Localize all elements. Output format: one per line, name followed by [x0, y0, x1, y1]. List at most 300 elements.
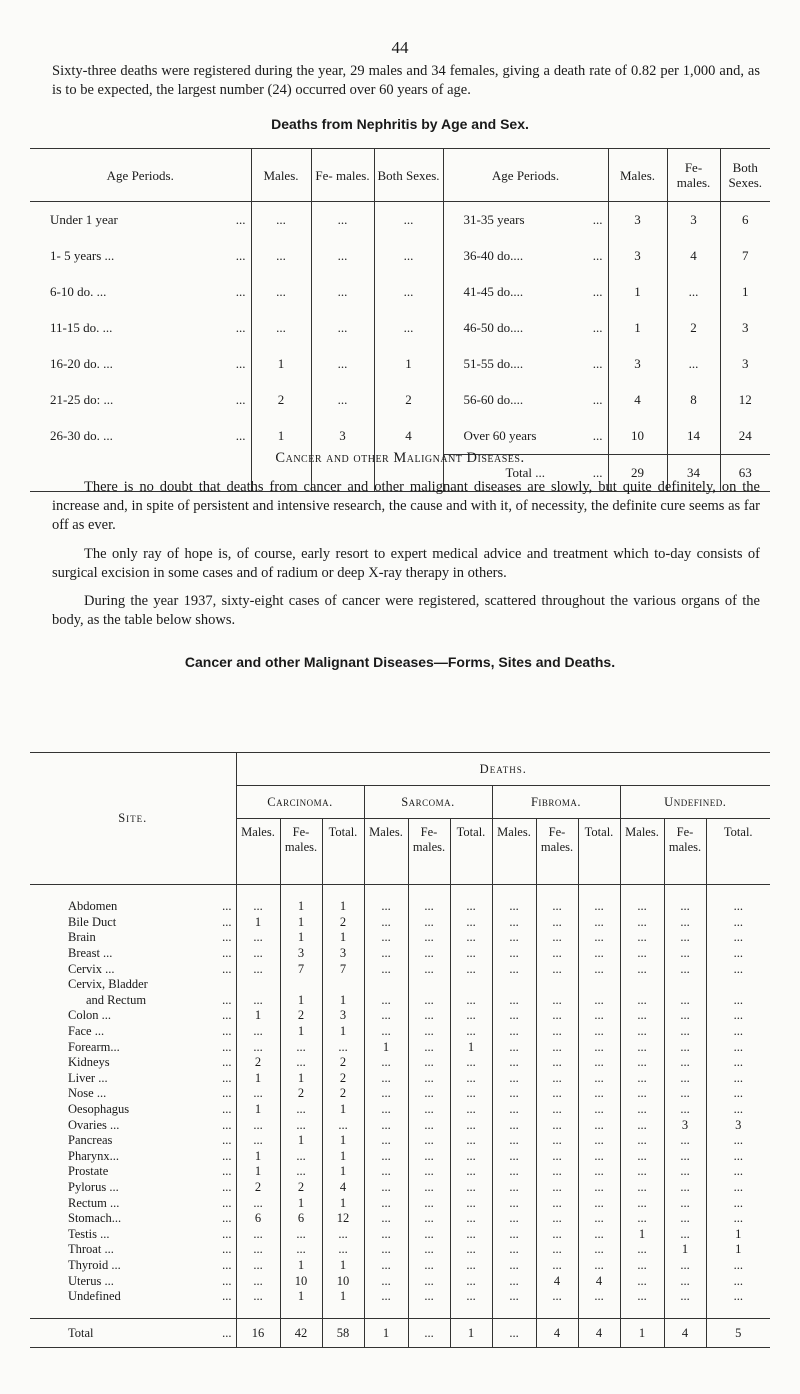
value-cell: ...	[408, 1226, 450, 1242]
value-cell: ...	[251, 310, 311, 346]
subheader-females: Fe- males.	[664, 819, 706, 885]
site-label: Brain	[68, 930, 96, 945]
value-cell: ...	[664, 1102, 706, 1118]
value-cell: 1	[620, 1226, 664, 1242]
site-label: Kidneys	[68, 1055, 110, 1070]
value-cell: ...	[251, 202, 311, 239]
site-label: Bile Duct	[68, 914, 117, 929]
value-cell: ...	[536, 1039, 578, 1055]
value-cell: 1	[322, 930, 364, 946]
value-cell: ...	[364, 946, 408, 962]
page-number: 44	[391, 38, 409, 57]
leader-dots: ...	[592, 248, 603, 263]
value-cell: 1	[706, 1242, 770, 1258]
value-cell: 2	[236, 1055, 280, 1071]
value-cell: ...	[280, 1039, 322, 1055]
value-cell: ...	[408, 1086, 450, 1102]
cancer-paragraph-3: During the year 1937, sixty-eight cases of cancer were registered, scattered throughout the various organs of the body, as the table below shows.	[52, 593, 760, 628]
value-cell: ...	[706, 1258, 770, 1274]
value-cell: ...	[450, 1180, 492, 1196]
site-label: Stomach...	[68, 1211, 122, 1226]
value-cell: 1	[322, 1164, 364, 1180]
value-cell: 1	[322, 1289, 364, 1305]
leader-dots: ...	[222, 899, 232, 914]
value-cell: 24	[720, 418, 770, 455]
value-cell: ...	[408, 1024, 450, 1040]
site-cell	[30, 1289, 236, 1305]
value-cell: ...	[706, 1289, 770, 1305]
site-label: Prostate	[68, 1164, 109, 1179]
table-row	[30, 238, 770, 274]
value-cell: ...	[408, 1273, 450, 1289]
value-cell: ...	[450, 930, 492, 946]
leader-dots: ...	[222, 1257, 232, 1272]
value-cell: ...	[408, 1039, 450, 1055]
table-row	[30, 930, 770, 946]
value-cell: ...	[536, 1211, 578, 1227]
empty-cell	[706, 885, 770, 900]
value-cell: ...	[706, 1024, 770, 1040]
subheader-males: Males.	[364, 819, 408, 885]
value-cell: 1	[450, 1039, 492, 1055]
site-cell	[30, 1055, 236, 1071]
table-row	[30, 946, 770, 962]
leader-dots: ...	[222, 1195, 232, 1210]
value-cell: ...	[664, 1008, 706, 1024]
value-cell: ...	[450, 1164, 492, 1180]
value-cell: ...	[706, 930, 770, 946]
value-cell: ...	[664, 1211, 706, 1227]
row-label: Over 60 years	[463, 428, 537, 443]
age-period-cell	[30, 310, 251, 346]
value-cell: ...	[664, 993, 706, 1009]
value-cell: 6	[280, 1211, 322, 1227]
value-cell: ...	[664, 1289, 706, 1305]
value-cell: ...	[578, 1289, 620, 1305]
value-cell: ...	[492, 1055, 536, 1071]
empty-cell	[664, 885, 706, 900]
value-cell: ...	[450, 1149, 492, 1165]
value-cell	[492, 977, 536, 993]
value-cell: 10	[608, 418, 667, 455]
value-cell: ...	[408, 1195, 450, 1211]
site-label: Breast ...	[68, 946, 113, 961]
value-cell: ...	[450, 1273, 492, 1289]
value-cell: ...	[450, 1086, 492, 1102]
value-cell: 1	[236, 1149, 280, 1165]
value-cell: ...	[492, 1086, 536, 1102]
value-cell: ...	[578, 1149, 620, 1165]
site-cell	[30, 993, 236, 1009]
value-cell: ...	[706, 1273, 770, 1289]
empty-cell	[30, 885, 236, 900]
header-site: Site.	[30, 753, 236, 885]
value-cell: 1	[720, 274, 770, 310]
value-cell	[408, 977, 450, 993]
empty-cell	[536, 885, 578, 900]
value-cell: ...	[492, 1071, 536, 1087]
site-label: Colon ...	[68, 1008, 112, 1023]
subheader-females: Fe- males.	[280, 819, 322, 885]
cancer-section-heading: Cancer and other Malignant Diseases.	[275, 450, 525, 466]
age-period-cell	[443, 382, 608, 418]
table-row	[30, 915, 770, 931]
value-cell: ...	[620, 1055, 664, 1071]
value-cell: 3	[280, 946, 322, 962]
table-row	[30, 202, 770, 239]
value-cell: 1	[322, 1024, 364, 1040]
empty-cell	[236, 885, 280, 900]
value-cell: ...	[664, 1195, 706, 1211]
value-cell: ...	[450, 1102, 492, 1118]
value-cell: ...	[492, 961, 536, 977]
value-cell: ...	[706, 1180, 770, 1196]
value-cell: 2	[280, 1086, 322, 1102]
site-cell	[30, 1211, 236, 1227]
table-row	[30, 310, 770, 346]
row-label: 6-10 do. ...	[50, 284, 107, 299]
value-cell: 1	[280, 993, 322, 1009]
value-cell: ...	[364, 1289, 408, 1305]
leader-dots: ...	[222, 1102, 232, 1117]
value-cell: ...	[620, 915, 664, 931]
value-cell: ...	[236, 1195, 280, 1211]
site-cell	[30, 915, 236, 931]
value-cell: 1	[322, 1195, 364, 1211]
value-cell: 2	[251, 382, 311, 418]
value-cell: ...	[536, 1071, 578, 1087]
value-cell: ...	[536, 930, 578, 946]
age-period-cell	[443, 310, 608, 346]
header-females: Fe- males.	[311, 149, 374, 202]
value-cell: ...	[578, 1164, 620, 1180]
header-females: Fe- males.	[667, 149, 720, 202]
value-cell: ...	[706, 946, 770, 962]
value-cell: 2	[374, 382, 443, 418]
table-row	[30, 1180, 770, 1196]
value-cell: 4	[322, 1180, 364, 1196]
value-cell: 1	[374, 346, 443, 382]
value-cell: ...	[620, 1180, 664, 1196]
value-cell: ...	[536, 946, 578, 962]
value-cell: ...	[536, 1226, 578, 1242]
value-cell: ...	[536, 1055, 578, 1071]
value-cell: ...	[408, 1071, 450, 1087]
value-cell: ...	[408, 1117, 450, 1133]
value-cell: ...	[236, 1133, 280, 1149]
value-cell: ...	[408, 1258, 450, 1274]
site-cell	[30, 1164, 236, 1180]
value-cell: ...	[620, 1039, 664, 1055]
leader-dots: ...	[222, 992, 232, 1007]
subheader-total: Total.	[322, 819, 364, 885]
value-cell: ...	[364, 993, 408, 1009]
table-row	[30, 1226, 770, 1242]
value-cell: ...	[620, 1258, 664, 1274]
value-cell: 2	[322, 1071, 364, 1087]
value-cell: 1	[236, 1102, 280, 1118]
value-cell: 14	[667, 418, 720, 455]
site-label: Pylorus ...	[68, 1179, 119, 1194]
value-cell: 7	[280, 961, 322, 977]
value-cell: ...	[364, 1024, 408, 1040]
value-cell	[578, 977, 620, 993]
value-cell: ...	[492, 1273, 536, 1289]
value-cell: 3	[608, 346, 667, 382]
table-row	[30, 993, 770, 1009]
site-cell	[30, 961, 236, 977]
header-age-periods: Age Periods.	[30, 149, 251, 202]
age-period-cell	[30, 202, 251, 239]
value-cell: ...	[492, 1149, 536, 1165]
site-cell	[30, 1149, 236, 1165]
value-cell: 63	[720, 455, 770, 492]
site-label: Abdomen	[68, 899, 118, 914]
empty-cell	[322, 1304, 364, 1319]
value-cell: ...	[667, 346, 720, 382]
site-label: Cervix ...	[68, 961, 115, 976]
age-period-cell	[30, 346, 251, 382]
table-row	[30, 274, 770, 310]
value-cell: ...	[620, 1211, 664, 1227]
site-cell	[30, 1133, 236, 1149]
leader-dots: ...	[222, 1179, 232, 1194]
value-cell: ...	[408, 961, 450, 977]
value-cell: 1	[322, 1102, 364, 1118]
row-label: 16-20 do. ...	[50, 356, 113, 371]
row-label: Under 1 year	[50, 212, 118, 227]
table-row	[30, 1289, 770, 1305]
age-period-cell	[30, 238, 251, 274]
value-cell: ...	[311, 274, 374, 310]
value-cell: ...	[408, 1133, 450, 1149]
value-cell: 8	[667, 382, 720, 418]
value-cell: ...	[450, 1242, 492, 1258]
value-cell: ...	[408, 1008, 450, 1024]
value-cell: ...	[450, 1117, 492, 1133]
value-cell: 1	[364, 1039, 408, 1055]
value-cell: ...	[408, 946, 450, 962]
site-label: Face ...	[68, 1024, 105, 1039]
row-label: 26-30 do. ...	[50, 428, 113, 444]
value-cell: ...	[492, 1289, 536, 1305]
value-cell: ...	[536, 1117, 578, 1133]
value-cell: ...	[492, 915, 536, 931]
leader-dots: ...	[222, 1325, 232, 1340]
value-cell: ...	[536, 1086, 578, 1102]
value-cell: ...	[364, 915, 408, 931]
value-cell: ...	[664, 1024, 706, 1040]
value-cell: ...	[408, 930, 450, 946]
value-cell: ...	[620, 930, 664, 946]
value-cell: ...	[236, 1226, 280, 1242]
value-cell: ...	[706, 1133, 770, 1149]
leader-dots: ...	[222, 1148, 232, 1163]
value-cell: ...	[408, 1102, 450, 1118]
value-cell: ...	[536, 899, 578, 915]
value-cell: ...	[620, 1149, 664, 1165]
value-cell: ...	[492, 1024, 536, 1040]
header-males: Males.	[608, 149, 667, 202]
site-label: Ovaries ...	[68, 1117, 120, 1132]
value-cell: ...	[492, 1008, 536, 1024]
leader-dots: ...	[235, 392, 246, 407]
table-row	[30, 1195, 770, 1211]
value-cell: 1	[706, 1226, 770, 1242]
value-cell: 4	[578, 1273, 620, 1289]
value-cell: ...	[364, 1258, 408, 1274]
value-cell: ...	[706, 1071, 770, 1087]
value-cell: 4	[374, 418, 443, 455]
leader-dots: ...	[222, 1226, 232, 1241]
leader-dots: ...	[222, 1273, 232, 1288]
subheader-males: Males.	[492, 819, 536, 885]
empty-cell	[492, 1304, 536, 1319]
site-cell	[30, 1319, 236, 1348]
value-cell: ...	[620, 1273, 664, 1289]
site-label: Thyroid ...	[68, 1257, 121, 1272]
row-label: 31-35 years	[463, 212, 525, 227]
value-cell: ...	[236, 1117, 280, 1133]
value-cell: 6	[236, 1211, 280, 1227]
site-cell	[30, 1226, 236, 1242]
leader-dots: ...	[222, 1242, 232, 1257]
table-row	[30, 1039, 770, 1055]
value-cell: ...	[620, 899, 664, 915]
value-cell: 10	[322, 1273, 364, 1289]
table-row	[30, 1258, 770, 1274]
table-row	[30, 1055, 770, 1071]
value-cell: ...	[706, 1149, 770, 1165]
value-cell: ...	[578, 1055, 620, 1071]
table-row	[30, 1117, 770, 1133]
value-cell: ...	[280, 1164, 322, 1180]
value-cell: 2	[667, 310, 720, 346]
site-cell	[30, 977, 236, 993]
value-cell: 4	[536, 1273, 578, 1289]
value-cell: ...	[664, 1086, 706, 1102]
value-cell: ...	[664, 1149, 706, 1165]
leader-dots: ...	[222, 1055, 232, 1070]
empty-cell	[280, 885, 322, 900]
site-label: Cervix, Bladder	[68, 977, 148, 992]
row-label: 41-45 do....	[463, 284, 524, 299]
value-cell: 1	[280, 1024, 322, 1040]
row-label: 56-60 do....	[463, 392, 524, 407]
table-row	[30, 1024, 770, 1040]
value-cell: ...	[364, 899, 408, 915]
total-value-cell: 4	[664, 1319, 706, 1348]
site-label: Rectum ...	[68, 1195, 120, 1210]
value-cell: 1	[280, 899, 322, 915]
value-cell: ...	[620, 1008, 664, 1024]
value-cell: ...	[664, 1273, 706, 1289]
value-cell: 2	[280, 1180, 322, 1196]
value-cell: ...	[364, 961, 408, 977]
value-cell: ...	[450, 1071, 492, 1087]
site-label: Undefined	[68, 1289, 121, 1304]
value-cell	[620, 977, 664, 993]
header-age-periods: Age Periods.	[443, 149, 608, 202]
value-cell: ...	[620, 1164, 664, 1180]
value-cell: ...	[706, 993, 770, 1009]
site-cell	[30, 1195, 236, 1211]
value-cell: ...	[236, 1086, 280, 1102]
empty-cell	[236, 1304, 280, 1319]
nephritis-table-title: Deaths from Nephritis by Age and Sex.	[271, 116, 529, 132]
total-value-cell: 1	[364, 1319, 408, 1348]
value-cell: 4	[667, 238, 720, 274]
table-row	[30, 977, 770, 993]
site-label: and Rectum	[86, 992, 147, 1007]
value-cell: ...	[364, 1211, 408, 1227]
value-cell: 3	[720, 310, 770, 346]
value-cell: 34	[667, 455, 720, 492]
value-cell: ...	[374, 310, 443, 346]
leader-dots: ...	[222, 1024, 232, 1039]
header-carcinoma: Carcinoma.	[236, 786, 364, 819]
cancer-header-row-1	[30, 753, 770, 786]
value-cell: ...	[664, 946, 706, 962]
header-both-sexes: Both Sexes.	[374, 149, 443, 202]
empty-cell	[322, 885, 364, 900]
site-label: Liver ...	[68, 1070, 108, 1085]
value-cell: ...	[364, 1055, 408, 1071]
value-cell: ...	[492, 1195, 536, 1211]
empty-cell	[706, 1304, 770, 1319]
value-cell: 1	[236, 915, 280, 931]
value-cell: ...	[251, 238, 311, 274]
value-cell: ...	[664, 1133, 706, 1149]
value-cell: ...	[364, 1086, 408, 1102]
value-cell: ...	[280, 1149, 322, 1165]
empty-cell	[620, 1304, 664, 1319]
subheader-total: Total.	[578, 819, 620, 885]
empty-cell	[492, 885, 536, 900]
site-cell	[30, 1024, 236, 1040]
value-cell: ...	[536, 1024, 578, 1040]
value-cell: ...	[236, 899, 280, 915]
value-cell: ...	[492, 1211, 536, 1227]
leader-dots: ...	[235, 212, 246, 227]
total-value-cell: 42	[280, 1319, 322, 1348]
value-cell	[706, 977, 770, 993]
value-cell: ...	[664, 930, 706, 946]
age-period-cell	[30, 274, 251, 310]
value-cell: ...	[620, 1195, 664, 1211]
age-period-cell	[443, 202, 608, 239]
value-cell: ...	[620, 1102, 664, 1118]
total-row	[30, 1319, 770, 1348]
value-cell: ...	[236, 1273, 280, 1289]
empty-cell	[280, 1304, 322, 1319]
value-cell: 2	[322, 915, 364, 931]
value-cell: ...	[706, 1039, 770, 1055]
value-cell: ...	[236, 1289, 280, 1305]
value-cell: 6	[720, 202, 770, 239]
leader-dots: ...	[222, 1086, 232, 1101]
row-label: 51-55 do....	[463, 356, 524, 371]
value-cell: ...	[578, 1024, 620, 1040]
value-cell: 1	[280, 1195, 322, 1211]
value-cell: ...	[236, 993, 280, 1009]
value-cell: ...	[706, 1195, 770, 1211]
value-cell: ...	[578, 930, 620, 946]
total-value-cell: 5	[706, 1319, 770, 1348]
leader-dots: ...	[235, 248, 246, 263]
value-cell	[536, 977, 578, 993]
value-cell: ...	[578, 1258, 620, 1274]
